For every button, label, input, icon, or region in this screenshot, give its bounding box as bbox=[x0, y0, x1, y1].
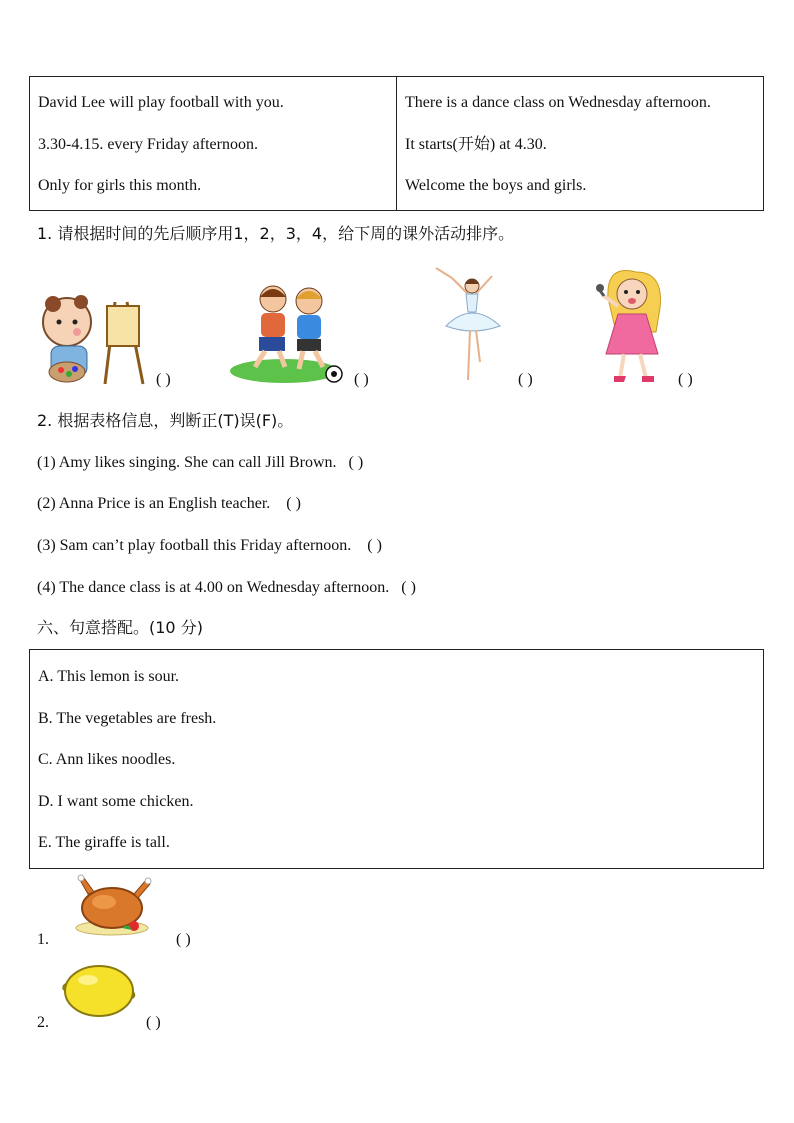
question-number: 2. bbox=[37, 1014, 49, 1031]
answer-paren[interactable]: ( ) bbox=[146, 1014, 161, 1031]
task2-instruction: 2. 根据表格信息，判断正(T)误(F)。 bbox=[37, 411, 294, 430]
true-false-item bbox=[37, 577, 416, 599]
answer-paren[interactable]: ( ) bbox=[354, 371, 369, 388]
task1-instruction: 1. 请根据时间的先后顺序用1，2，3，4，给下周的课外活动排序。 bbox=[37, 224, 515, 243]
info-line: There is a dance class on Wednesday afternoon. bbox=[405, 94, 711, 111]
true-false-item bbox=[37, 535, 382, 557]
football-boys-icon bbox=[229, 283, 349, 385]
answer-paren[interactable]: ( ) bbox=[176, 931, 191, 948]
section-heading: 六、句意搭配。(10 分) bbox=[37, 618, 203, 637]
info-table bbox=[29, 76, 764, 211]
statement-text: (2) Anna Price is an English teacher. bbox=[37, 495, 271, 512]
info-line: Welcome the boys and girls. bbox=[405, 177, 587, 194]
info-table-right bbox=[396, 77, 763, 210]
lemon-icon bbox=[62, 962, 136, 1020]
answer-paren[interactable]: ( ) bbox=[156, 371, 171, 388]
info-line: Only for girls this month. bbox=[38, 177, 202, 194]
option-c: C. Ann likes noodles. bbox=[38, 751, 176, 768]
answer-paren[interactable]: ( ) bbox=[367, 537, 382, 554]
answer-paren[interactable]: ( ) bbox=[518, 371, 533, 388]
info-line: It starts(开始) at 4.30. bbox=[405, 135, 547, 153]
true-false-item bbox=[37, 493, 301, 515]
answer-paren[interactable]: ( ) bbox=[286, 495, 301, 512]
info-line: David Lee will play football with you. bbox=[38, 94, 284, 111]
statement-text: (4) The dance class is at 4.00 on Wednesday afternoon. bbox=[37, 579, 390, 596]
answer-paren[interactable]: ( ) bbox=[678, 371, 693, 388]
info-line: 3.30-4.15. every Friday afternoon. bbox=[38, 135, 258, 153]
option-b: B. The vegetables are fresh. bbox=[38, 709, 217, 727]
ballerina-icon bbox=[432, 266, 508, 384]
true-false-item bbox=[37, 452, 363, 474]
singer-girl-icon bbox=[596, 268, 672, 384]
answer-paren[interactable]: ( ) bbox=[348, 454, 364, 471]
statement-text: (3) Sam can’t play football this Friday afternoon. bbox=[37, 537, 352, 554]
option-e: E. The giraffe is tall. bbox=[38, 834, 170, 851]
options-box bbox=[29, 649, 764, 869]
option-d: D. I want some chicken. bbox=[38, 792, 194, 810]
roast-chicken-icon bbox=[74, 872, 152, 938]
answer-paren[interactable]: ( ) bbox=[401, 579, 416, 596]
painting-girl-icon bbox=[37, 292, 147, 387]
info-table-left bbox=[30, 77, 396, 210]
statement-text: (1) Amy likes singing. She can call Jill Brown. bbox=[37, 454, 337, 471]
question-number: 1. bbox=[37, 931, 49, 948]
option-a: A. This lemon is sour. bbox=[38, 668, 180, 685]
